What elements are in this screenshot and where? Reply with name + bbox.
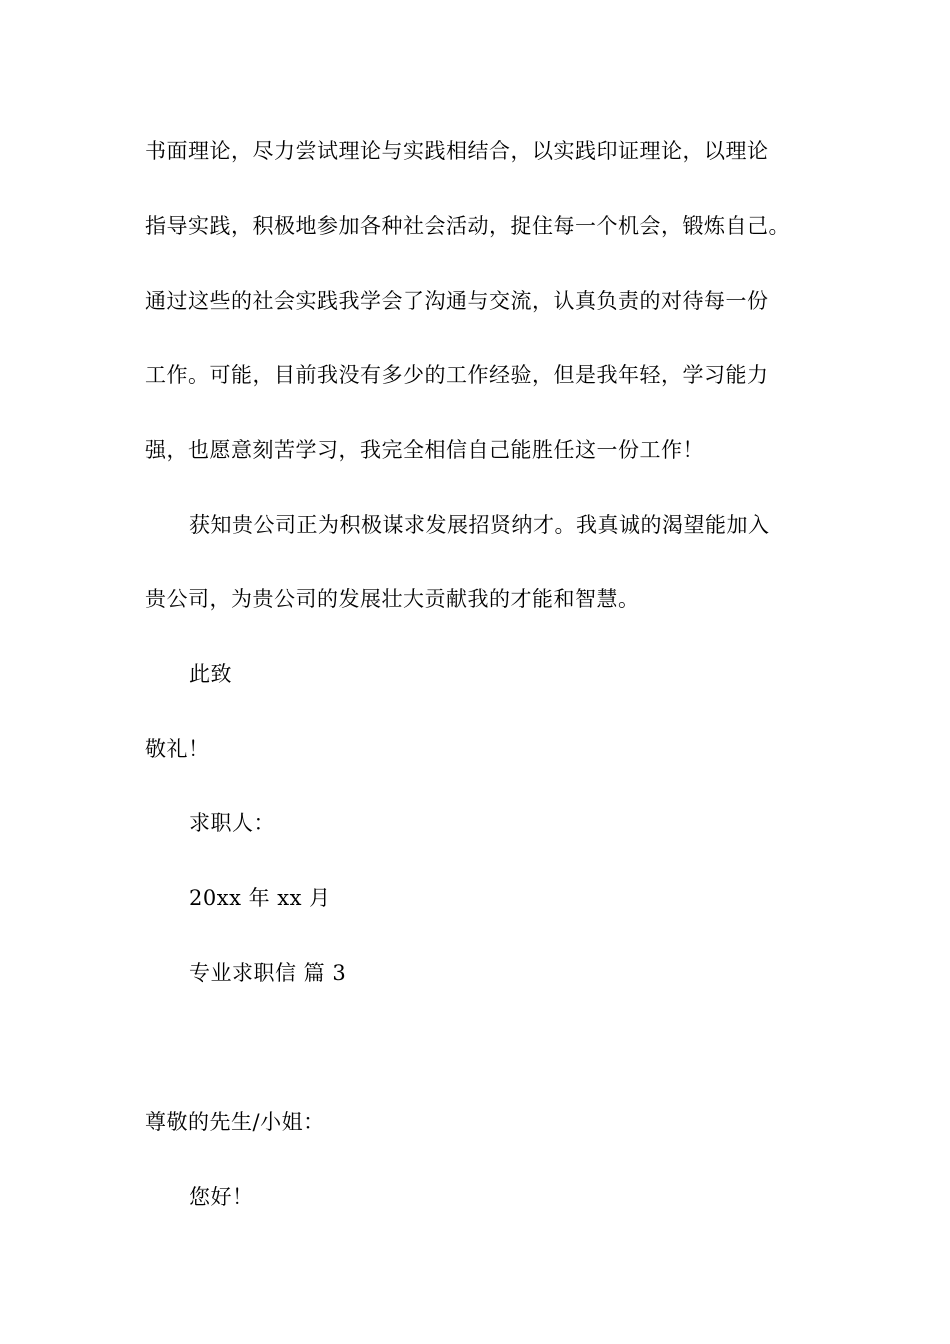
paragraph-line-2: 指导实践，积极地参加各种社会活动，捉住每一个机会，锻炼自己。 (145, 214, 790, 238)
greeting-hello: 您好！ (189, 1185, 254, 1209)
closing-salutation: 此致 (189, 662, 232, 686)
letter-date: 20xx 年 xx 月 (189, 886, 331, 910)
paragraph-line-5: 强，也愿意刻苦学习，我完全相信自己能胜任这一份工作！ (145, 438, 704, 462)
paragraph-line-1: 书面理论，尽力尝试理论与实践相结合，以实践印证理论，以理论 (145, 139, 769, 163)
paragraph-line-7: 贵公司，为贵公司的发展壮大贡献我的才能和智慧。 (145, 587, 640, 611)
section-heading: 专业求职信 篇 3 (189, 961, 347, 985)
paragraph-line-6: 获知贵公司正为积极谋求发展招贤纳才。我真诚的渴望能加入 (189, 513, 770, 537)
greeting-recipient: 尊敬的先生/小姐： (145, 1110, 325, 1134)
paragraph-line-4: 工作。可能，目前我没有多少的工作经验，但是我年轻，学习能力 (145, 363, 769, 387)
paragraph-line-3: 通过这些的社会实践我学会了沟通与交流，认真负责的对待每一份 (145, 289, 769, 313)
applicant-signature-label: 求职人： (189, 811, 275, 835)
closing-regards: 敬礼！ (145, 737, 210, 761)
